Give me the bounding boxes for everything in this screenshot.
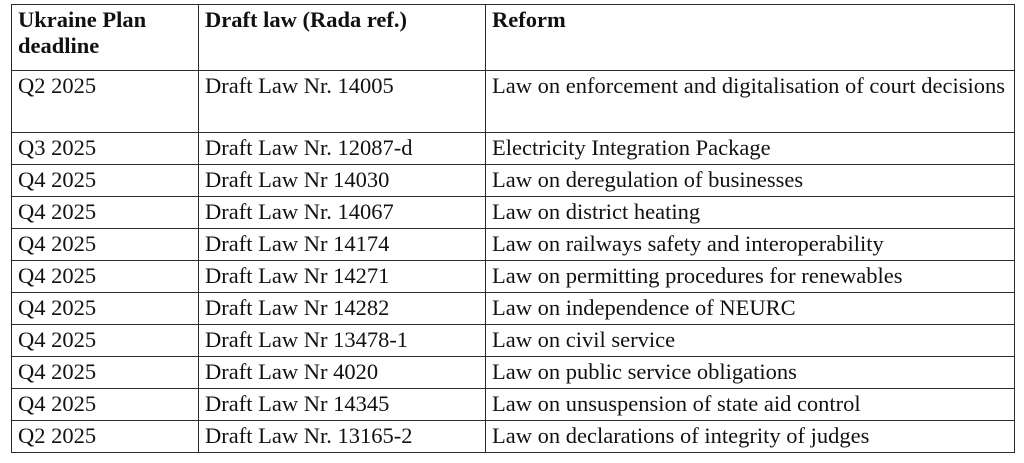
cell-draft-law-text: Draft Law Nr 14174 <box>205 231 390 256</box>
header-reform <box>486 5 1015 71</box>
header-reform-label: Reform <box>492 7 566 32</box>
cell-draft-law <box>199 197 486 229</box>
cell-deadline-text: Q4 2025 <box>18 359 97 384</box>
table-row <box>12 325 1015 357</box>
table-row <box>12 357 1015 389</box>
cell-reform-text: Law on permitting procedures for renewables <box>492 263 903 288</box>
cell-deadline <box>12 261 199 293</box>
cell-reform <box>486 293 1015 325</box>
cell-reform <box>486 261 1015 293</box>
table-row <box>12 165 1015 197</box>
cell-draft-law-text: Draft Law Nr 13478-1 <box>205 327 409 352</box>
cell-draft-law <box>199 133 486 165</box>
table-header-row <box>12 5 1015 71</box>
header-deadline <box>12 5 199 71</box>
cell-deadline-text: Q4 2025 <box>18 295 97 320</box>
cell-deadline <box>12 71 199 133</box>
cell-deadline <box>12 389 199 421</box>
cell-reform <box>486 197 1015 229</box>
table-row <box>12 421 1015 453</box>
cell-reform <box>486 357 1015 389</box>
cell-deadline <box>12 421 199 453</box>
cell-draft-law-text: Draft Law Nr 4020 <box>205 359 379 384</box>
cell-reform-text: Law on enforcement and digitalisation of court decisions <box>492 73 1005 98</box>
cell-reform-text: Law on district heating <box>492 199 701 224</box>
cell-reform <box>486 165 1015 197</box>
cell-reform <box>486 421 1015 453</box>
cell-reform <box>486 325 1015 357</box>
cell-deadline <box>12 133 199 165</box>
cell-draft-law-text: Draft Law Nr. 13165-2 <box>205 423 413 448</box>
cell-deadline <box>12 325 199 357</box>
cell-draft-law <box>199 357 486 389</box>
cell-deadline <box>12 229 199 261</box>
header-deadline-label: Ukraine Plan deadline <box>18 7 147 58</box>
table-row <box>12 133 1015 165</box>
table-row <box>12 71 1015 133</box>
draft-laws-table <box>11 4 1015 453</box>
cell-deadline <box>12 293 199 325</box>
cell-draft-law-text: Draft Law Nr 14345 <box>205 391 390 416</box>
cell-deadline-text: Q4 2025 <box>18 327 97 352</box>
cell-draft-law <box>199 325 486 357</box>
header-draft-law <box>199 5 486 71</box>
cell-draft-law <box>199 389 486 421</box>
cell-reform-text: Law on unsuspension of state aid control <box>492 391 861 416</box>
cell-reform-text: Electricity Integration Package <box>492 135 771 160</box>
table-row <box>12 261 1015 293</box>
cell-deadline <box>12 165 199 197</box>
cell-deadline-text: Q4 2025 <box>18 391 97 416</box>
table-row <box>12 389 1015 421</box>
cell-reform-text: Law on independence of NEURC <box>492 295 796 320</box>
cell-deadline <box>12 197 199 229</box>
cell-draft-law <box>199 293 486 325</box>
cell-deadline-text: Q4 2025 <box>18 199 97 224</box>
cell-reform-text: Law on civil service <box>492 327 676 352</box>
cell-draft-law-text: Draft Law Nr 14282 <box>205 295 390 320</box>
cell-draft-law <box>199 261 486 293</box>
cell-reform-text: Law on declarations of integrity of judges <box>492 423 870 448</box>
cell-draft-law <box>199 165 486 197</box>
cell-reform-text: Law on public service obligations <box>492 359 797 384</box>
cell-draft-law-text: Draft Law Nr. 14005 <box>205 73 394 98</box>
cell-draft-law <box>199 229 486 261</box>
cell-deadline-text: Q4 2025 <box>18 231 97 256</box>
cell-draft-law-text: Draft Law Nr 14271 <box>205 263 390 288</box>
cell-draft-law-text: Draft Law Nr. 14067 <box>205 199 394 224</box>
cell-deadline-text: Q2 2025 <box>18 423 97 448</box>
table-row <box>12 293 1015 325</box>
cell-reform <box>486 389 1015 421</box>
cell-reform-text: Law on railways safety and interoperability <box>492 231 884 256</box>
cell-deadline-text: Q4 2025 <box>18 263 97 288</box>
cell-reform-text: Law on deregulation of businesses <box>492 167 804 192</box>
cell-deadline-text: Q2 2025 <box>18 73 97 98</box>
table-row <box>12 197 1015 229</box>
cell-deadline-text: Q4 2025 <box>18 167 97 192</box>
cell-draft-law-text: Draft Law Nr 14030 <box>205 167 390 192</box>
table-row <box>12 229 1015 261</box>
cell-deadline-text: Q3 2025 <box>18 135 97 160</box>
cell-draft-law <box>199 421 486 453</box>
cell-reform <box>486 229 1015 261</box>
header-draft-law-label: Draft law (Rada ref.) <box>205 7 408 32</box>
cell-reform <box>486 71 1015 133</box>
cell-reform <box>486 133 1015 165</box>
cell-draft-law-text: Draft Law Nr. 12087-d <box>205 135 413 160</box>
cell-deadline <box>12 357 199 389</box>
cell-draft-law <box>199 71 486 133</box>
